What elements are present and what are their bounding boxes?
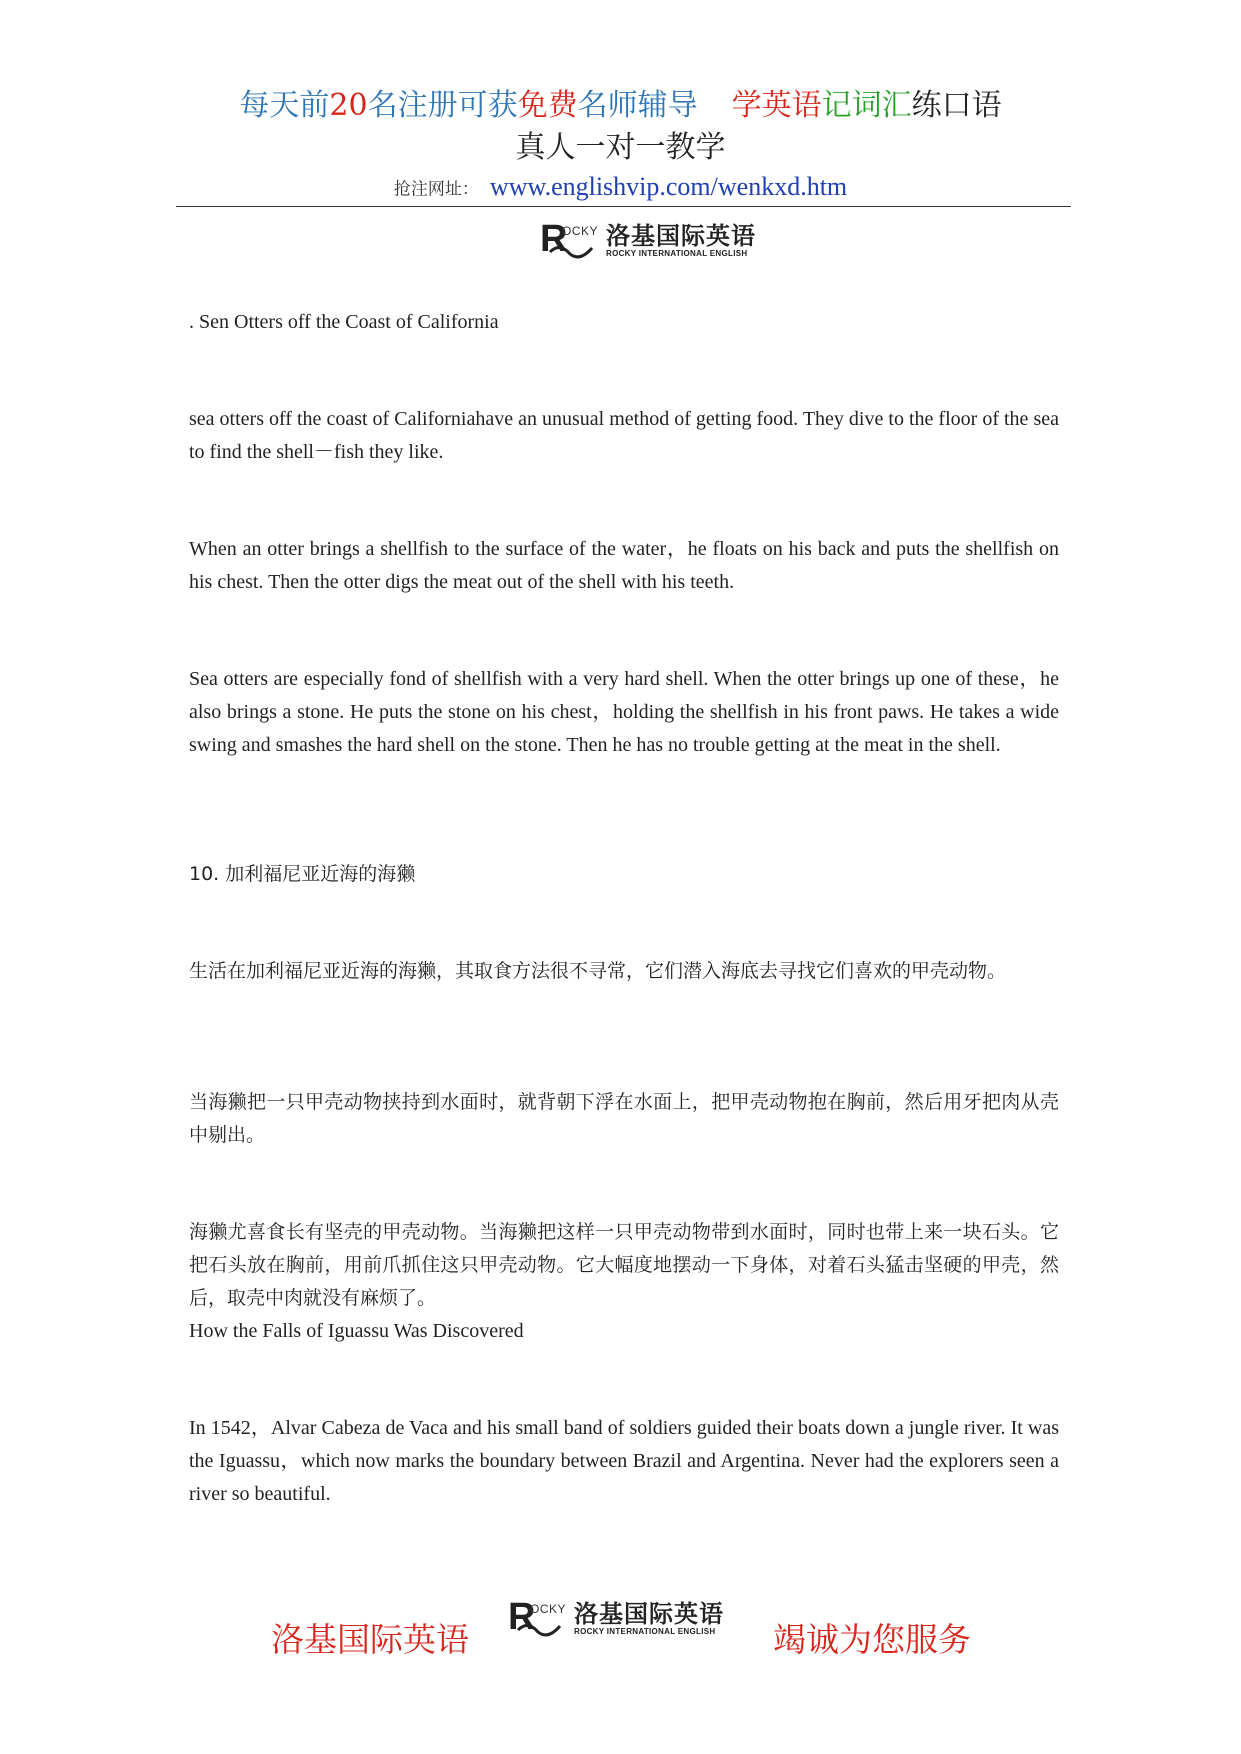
footer-logo <box>508 1596 724 1638</box>
next-article-paragraph: In 1542，Alvar Cabeza de Vaca and his small band of soldiers guided their boats down a jungle river. It was the Iguassu，which now marks the boundary between Brazil and Argentina. Never had the explorers seen a river so beautiful. <box>189 1417 1059 1505</box>
url-row <box>0 172 1241 202</box>
footer-left-text: 洛基国际英语 <box>271 1620 469 1659</box>
logo-wave-icon <box>508 1600 570 1638</box>
rocky-logo-icon: R OCKY <box>540 222 602 260</box>
url-label: 抢注网址： <box>393 179 479 200</box>
logo-name-en: ROCKY INTERNATIONAL ENGLISH <box>606 249 748 258</box>
logo-name-cn: 洛基国际英语 <box>606 222 756 250</box>
promo-part-0: 每天前 <box>239 88 330 123</box>
paragraph-cn-1: 生活在加利福尼亚近海的海獭，其取食方法很不寻常，它们潜入海底去寻找它们喜欢的甲壳动物。 <box>189 960 1007 982</box>
promo-part-4: 名师辅导 <box>577 88 698 123</box>
paragraph-en-1: sea otters off the coast of Californiahave an unusual method of getting food. They dive to the floor of the sea to find the shell－fish they like. <box>189 408 1059 463</box>
header-rule <box>176 206 1071 207</box>
paragraph-en-2: When an otter brings a shellfish to the surface of the water，he floats on his back and puts the shellfish on his chest. Then the otter digs the meat out of the shell with his teeth. <box>189 538 1059 593</box>
next-article-title: How the Falls of Iguassu Was Discovered <box>189 1320 524 1342</box>
paragraph-cn-2: 当海獭把一只甲壳动物挟持到水面时，就背朝下浮在水面上，把甲壳动物抱在胸前，然后用牙把肉从壳中剔出。 <box>189 1091 1059 1146</box>
header-promo <box>0 88 1241 124</box>
promo-part-7: 练口语 <box>911 88 1002 123</box>
logo-name-cn: 洛基国际英语 <box>574 1600 724 1628</box>
footer <box>0 1596 1241 1660</box>
promo-part-5: 学英语 <box>731 88 822 123</box>
promo-part-2: 名注册可获 <box>367 88 518 123</box>
header-subtitle: 真人一对一教学 <box>515 130 726 165</box>
header-logo <box>540 218 756 260</box>
signup-link[interactable]: www.englishvip.com/wenkxd.htm <box>489 172 848 201</box>
promo-part-1: 20 <box>329 88 368 123</box>
rocky-logo-icon: R OCKY <box>508 1600 570 1638</box>
promo-part-6: 记词汇 <box>821 88 912 123</box>
promo-part-3: 免费 <box>517 88 578 123</box>
article-title-en: . Sen Otters off the Coast of California <box>189 311 499 333</box>
paragraph-en-3: Sea otters are especially fond of shellfish with a very hard shell. When the otter brings up one of these，he also brings a stone. He puts the stone on his chest，holding the shellfish in his front paws. He takes a wide swing and smashes the hard shell on the stone. Then he has no trouble getting at the meat in the shell. <box>189 668 1059 756</box>
logo-name-en: ROCKY INTERNATIONAL ENGLISH <box>574 1627 716 1636</box>
article-title-cn: 10. 加利福尼亚近海的海獭 <box>189 863 416 885</box>
paragraph-cn-3: 海獭尤喜食长有坚壳的甲壳动物。当海獭把这样一只甲壳动物带到水面时，同时也带上来一块石头。它把石头放在胸前，用前爪抓住这只甲壳动物。它大幅度地摆动一下身体，对着石头猛击坚硬的甲壳，然后，取壳中肉就没有麻烦了。 <box>189 1221 1059 1309</box>
footer-right-text: 竭诚为您服务 <box>773 1620 971 1659</box>
logo-wave-icon <box>540 222 602 260</box>
